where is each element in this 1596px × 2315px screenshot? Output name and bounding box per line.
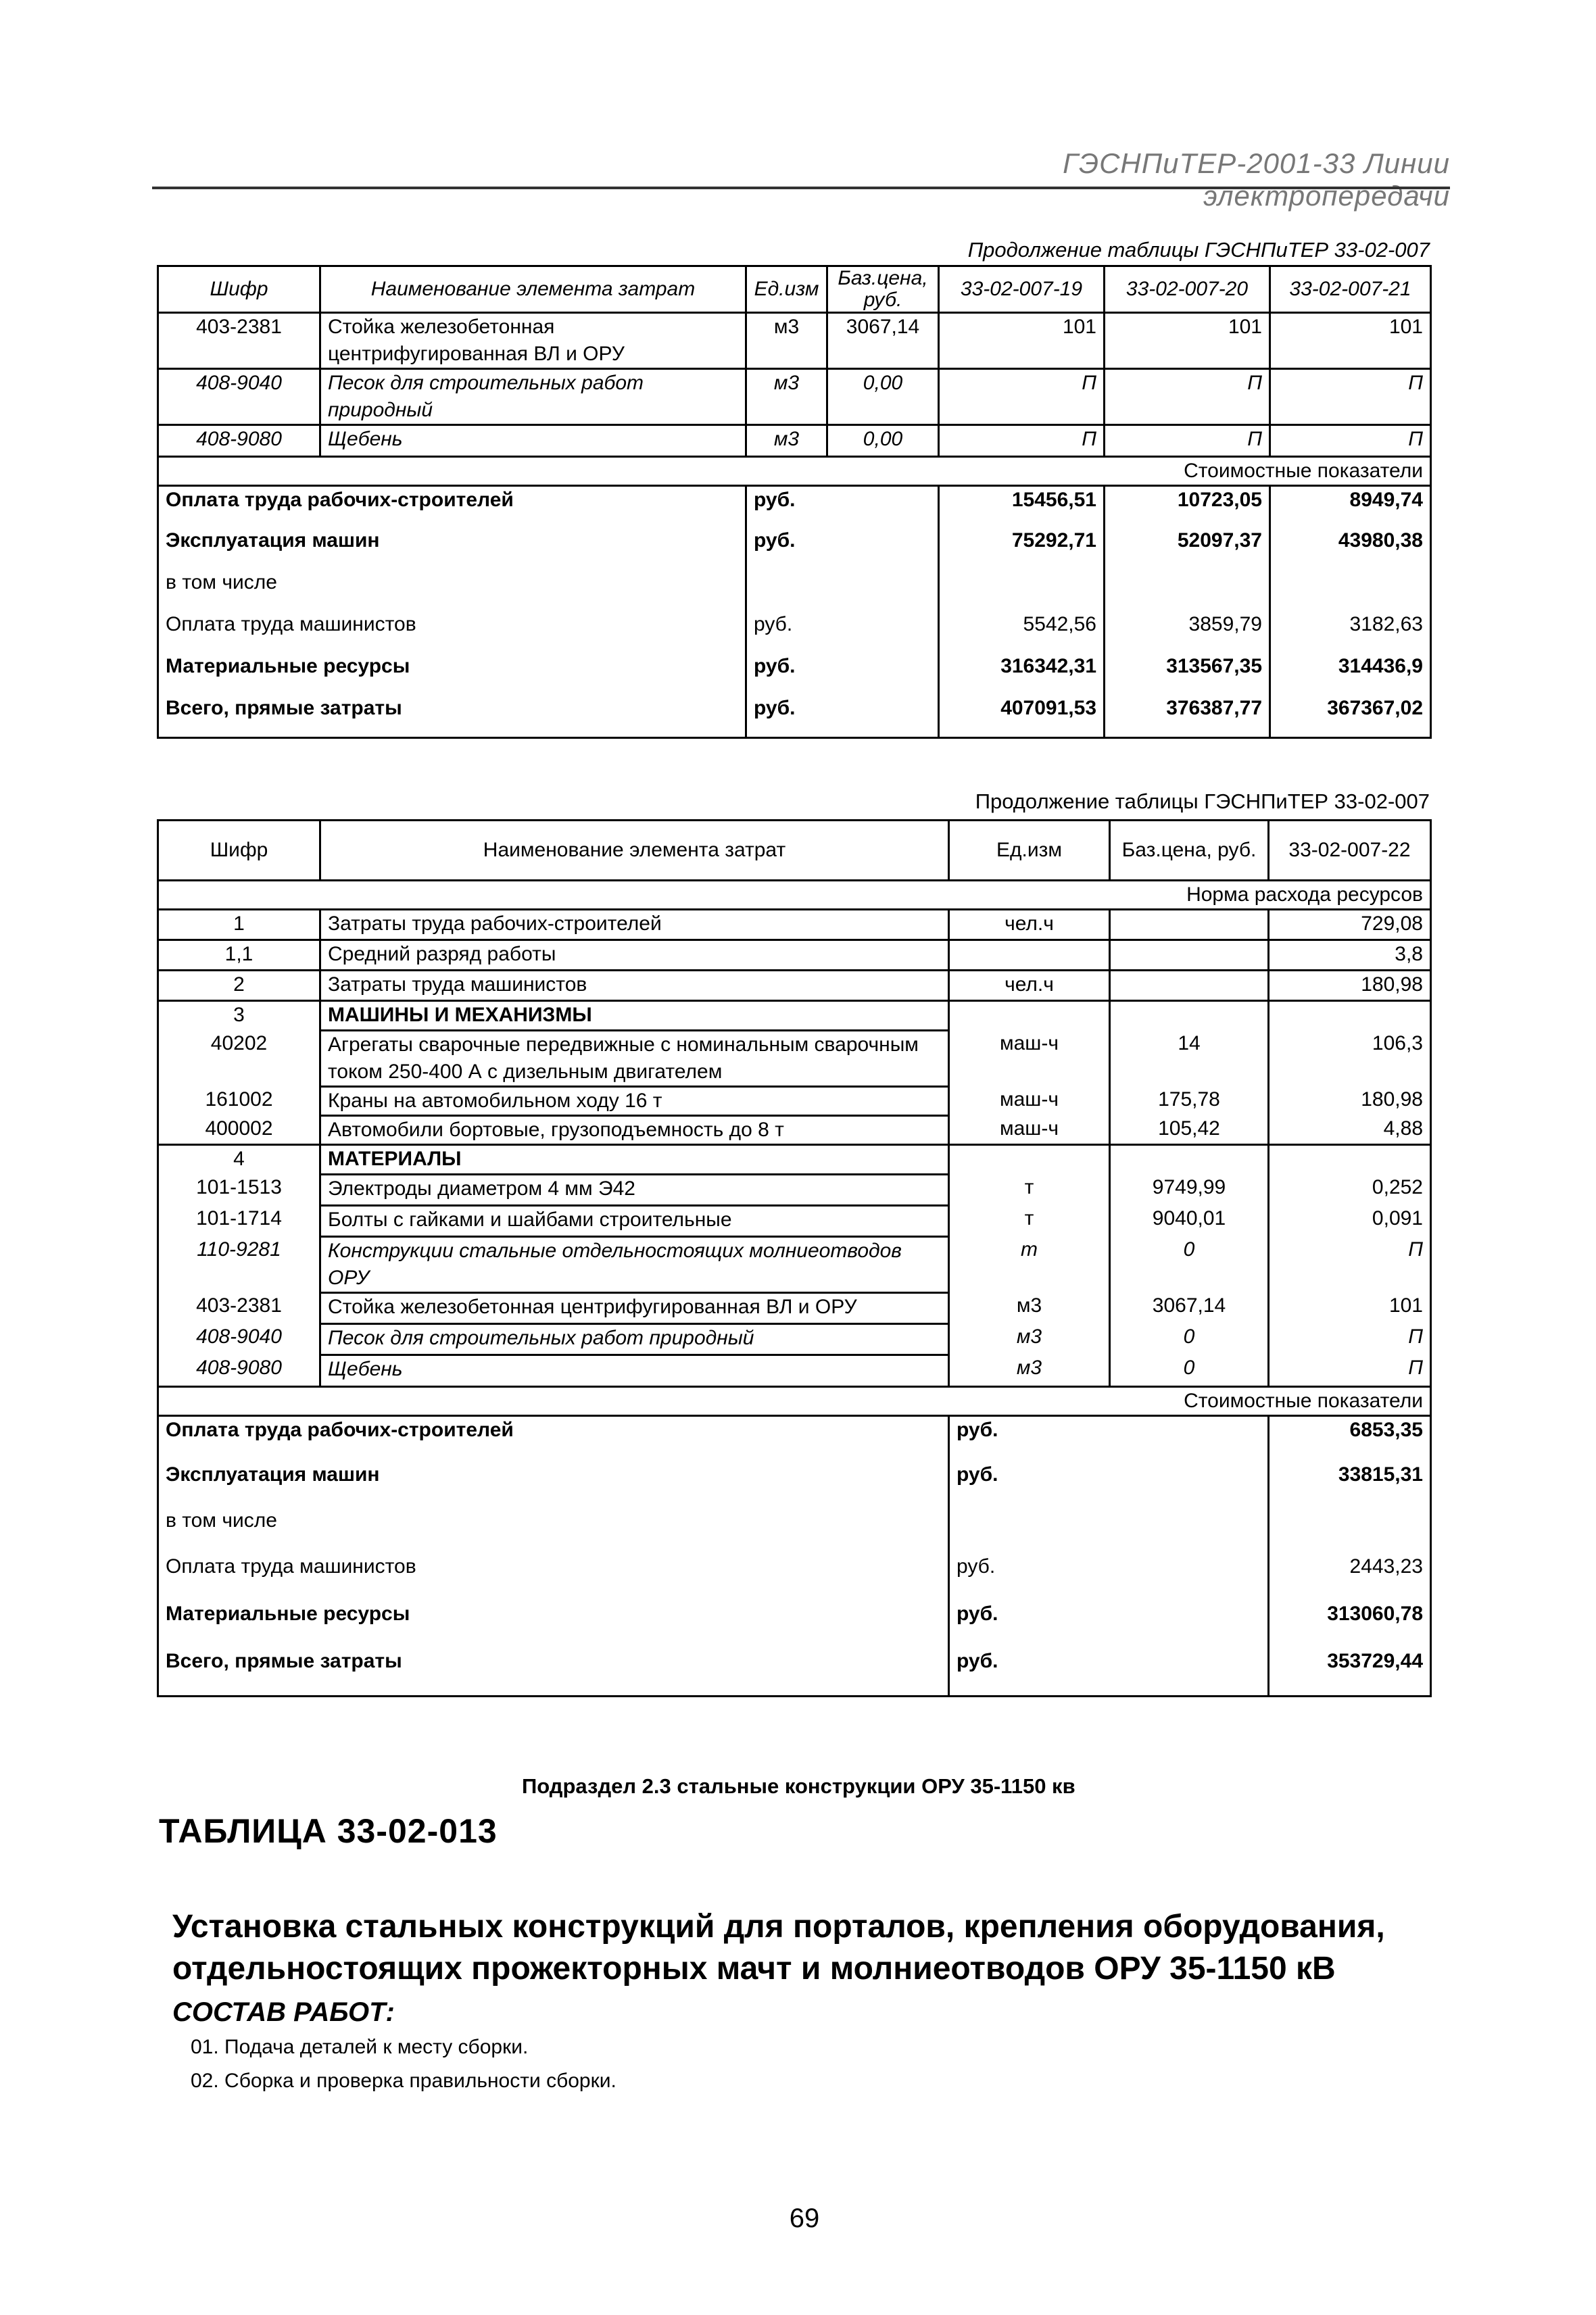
row-price (1110, 910, 1269, 940)
row-name: МАШИНЫ И МЕХАНИЗМЫ (320, 1001, 949, 1031)
table-row (158, 1323, 1431, 1355)
row-unit: м3 (949, 1323, 1110, 1355)
row-value: 101 (1269, 1292, 1431, 1323)
row-price: 0,00 (827, 369, 939, 425)
table-row (158, 910, 1431, 940)
table1-header-code: Шифр (158, 266, 320, 313)
table1-header-price: Баз.цена, руб. (827, 266, 939, 313)
row-name: Щебень (320, 1355, 949, 1387)
row-value: 101 (939, 313, 1105, 369)
row-name: Песок для строительных работ природный (320, 1323, 949, 1355)
row-unit (949, 1145, 1110, 1175)
work-item: 01. Подача деталей к месту сборки. (191, 2036, 529, 2058)
row-name: Щебень (320, 425, 746, 457)
cost-label: Оплата труда машинистов (158, 611, 746, 653)
row-code: 161002 (158, 1086, 320, 1115)
row-value: П (1270, 425, 1431, 457)
row-unit: м3 (746, 369, 827, 425)
table-row (158, 1086, 1431, 1115)
cost-value: 314436,9 (1270, 653, 1431, 695)
cost-row (158, 486, 1431, 528)
table2-header-name: Наименование элемента затрат (320, 821, 949, 881)
row-value: 101 (1105, 313, 1270, 369)
norm-label: Норма расхода ресурсов (158, 881, 1431, 910)
table-row (158, 971, 1431, 1001)
cost-value: 43980,38 (1270, 527, 1431, 569)
row-name: Краны на автомобильном ходу 16 т (320, 1086, 949, 1115)
subsection-title: Подраздел 2.3 стальные конструкции ОРУ 35-1150 кв (522, 1774, 1075, 1798)
table-row (158, 425, 1431, 457)
table-row (158, 1174, 1431, 1205)
row-code: 408-9080 (158, 1355, 320, 1387)
cost-unit: руб. (746, 695, 939, 738)
table-row (158, 1236, 1431, 1292)
table-row (158, 940, 1431, 971)
cost-row (158, 1461, 1431, 1507)
cost-value: 353729,44 (1269, 1648, 1431, 1697)
cost-unit: руб. (949, 1553, 1269, 1601)
table2-header-code: Шифр (158, 821, 320, 881)
cost-value: 33815,31 (1269, 1461, 1431, 1507)
cost-label: в том числе (158, 1507, 949, 1553)
row-price: 0 (1110, 1355, 1269, 1387)
cost-label: Материальные ресурсы (158, 653, 746, 695)
row-code: 3 (158, 1001, 320, 1031)
row-code: 400002 (158, 1115, 320, 1145)
row-value: 106,3 (1269, 1030, 1431, 1086)
row-unit: чел.ч (949, 971, 1110, 1001)
row-name: Затраты труда рабочих-строителей (320, 910, 949, 940)
cost-value: 376387,77 (1105, 695, 1270, 738)
table2-section-row (158, 1387, 1431, 1416)
table-row (158, 1292, 1431, 1323)
cost-value: 3859,79 (1105, 611, 1270, 653)
table2-header-unit: Ед.изм (949, 821, 1110, 881)
row-value: П (939, 425, 1105, 457)
cost-value (939, 569, 1105, 611)
row-name: Затраты труда машинистов (320, 971, 949, 1001)
cost-label: Оплата труда машинистов (158, 1553, 949, 1601)
row-unit: м3 (746, 425, 827, 457)
table1-header-unit: Ед.изм (746, 266, 827, 313)
row-value: П (1105, 425, 1270, 457)
cost-unit (746, 569, 939, 611)
cost-unit: руб. (949, 1416, 1269, 1462)
cost-value: 10723,05 (1105, 486, 1270, 528)
row-price (1110, 971, 1269, 1001)
row-unit: м3 (949, 1292, 1110, 1323)
cost-label: Всего, прямые затраты (158, 695, 746, 738)
row-value: П (1269, 1323, 1431, 1355)
row-value: П (1105, 369, 1270, 425)
table1-caption: Продолжение таблицы ГЭСНПиТЕР 33-02-007 (967, 238, 1430, 262)
table2-caption: Продолжение таблицы ГЭСНПиТЕР 33-02-007 (975, 789, 1430, 813)
cost-unit: руб. (746, 611, 939, 653)
row-unit: т (949, 1174, 1110, 1205)
row-name: Стойка железобетонная центрифугированная ВЛ и ОРУ (320, 313, 746, 369)
table1-header-row (158, 266, 1431, 313)
row-price: 0,00 (827, 425, 939, 457)
cost-label: Всего, прямые затраты (158, 1648, 949, 1697)
table-row (158, 1355, 1431, 1387)
row-unit: т (949, 1236, 1110, 1292)
row-unit: чел.ч (949, 910, 1110, 940)
running-header: ГЭСНПиТЕР-2001-33 Линии электропередачи (1063, 147, 1450, 212)
table-row (158, 1145, 1431, 1175)
row-price: 3067,14 (1110, 1292, 1269, 1323)
row-code: 408-9040 (158, 1323, 320, 1355)
table-row (158, 1001, 1431, 1031)
table1-header-col20: 33-02-007-20 (1105, 266, 1270, 313)
cost-value: 6853,35 (1269, 1416, 1431, 1462)
row-code: 403-2381 (158, 313, 320, 369)
row-value: 0,091 (1269, 1205, 1431, 1236)
row-name: Стойка железобетонная центрифугированная ВЛ и ОРУ (320, 1292, 949, 1323)
row-unit (949, 940, 1110, 971)
table-code: ТАБЛИЦА 33-02-013 (159, 1812, 498, 1850)
row-code: 110-9281 (158, 1236, 320, 1292)
cost-row (158, 527, 1431, 569)
cost-row (158, 569, 1431, 611)
table-row (158, 1205, 1431, 1236)
row-value: П (1270, 369, 1431, 425)
cost-label: Оплата труда рабочих-строителей (158, 486, 746, 528)
row-unit (949, 1001, 1110, 1031)
cost-value: 407091,53 (939, 695, 1105, 738)
cost-value (1270, 569, 1431, 611)
cost-row (158, 1601, 1431, 1648)
row-price: 3067,14 (827, 313, 939, 369)
row-price (1110, 1145, 1269, 1175)
row-unit: м3 (949, 1355, 1110, 1387)
cost-value: 3182,63 (1270, 611, 1431, 653)
row-price (1110, 1001, 1269, 1031)
cost-unit: руб. (746, 653, 939, 695)
table-row (158, 1030, 1431, 1086)
cost-value: 2443,23 (1269, 1553, 1431, 1601)
row-value: П (939, 369, 1105, 425)
row-value (1269, 1001, 1431, 1031)
cost-value: 5542,56 (939, 611, 1105, 653)
table1-section-row (158, 457, 1431, 486)
row-name: Автомобили бортовые, грузоподъемность до 8 т (320, 1115, 949, 1145)
row-name: Средний разряд работы (320, 940, 949, 971)
row-unit: т (949, 1205, 1110, 1236)
cost-label: в том числе (158, 569, 746, 611)
row-code: 408-9040 (158, 369, 320, 425)
table1-header-col19: 33-02-007-19 (939, 266, 1105, 313)
table1-header-name: Наименование элемента затрат (320, 266, 746, 313)
row-name: Конструкции стальные отдельностоящих молниеотводов ОРУ (320, 1236, 949, 1292)
row-name: Агрегаты сварочные передвижные с номинальным сварочным током 250-400 А с дизельным двигателем (320, 1030, 949, 1086)
row-name: Песок для строительных работ природный (320, 369, 746, 425)
table1 (157, 265, 1432, 739)
row-code: 1 (158, 910, 320, 940)
cost-value: 313567,35 (1105, 653, 1270, 695)
table2-norm-row (158, 881, 1431, 910)
row-price: 9040,01 (1110, 1205, 1269, 1236)
row-price: 9749,99 (1110, 1174, 1269, 1205)
cost-value: 316342,31 (939, 653, 1105, 695)
cost-label: Эксплуатация машин (158, 527, 746, 569)
work-item: 02. Сборка и проверка правильности сборки. (191, 2070, 616, 2092)
row-code: 4 (158, 1145, 320, 1175)
row-name: МАТЕРИАЛЫ (320, 1145, 949, 1175)
cost-value: 75292,71 (939, 527, 1105, 569)
row-value: 180,98 (1269, 1086, 1431, 1115)
row-price: 105,42 (1110, 1115, 1269, 1145)
cost-row (158, 1648, 1431, 1697)
row-value: 180,98 (1269, 971, 1431, 1001)
row-code: 403-2381 (158, 1292, 320, 1323)
cost-label: Оплата труда рабочих-строителей (158, 1416, 949, 1462)
row-unit: маш-ч (949, 1030, 1110, 1086)
row-code: 101-1714 (158, 1205, 320, 1236)
row-value: П (1269, 1355, 1431, 1387)
cost-value: 15456,51 (939, 486, 1105, 528)
row-unit: м3 (746, 313, 827, 369)
section-title: Установка стальных конструкций для порталов, крепления оборудования, отдельностоящих прожекторных мачт и молниеотводов ОРУ 35-1150 кВ (172, 1909, 1385, 1987)
row-code: 1,1 (158, 940, 320, 971)
cost-row (158, 1416, 1431, 1462)
row-value: 0,252 (1269, 1174, 1431, 1205)
section-label: Стоимостные показатели (158, 1387, 1431, 1416)
table2 (157, 819, 1432, 1697)
cost-unit: руб. (949, 1648, 1269, 1697)
cost-label: Материальные ресурсы (158, 1601, 949, 1648)
table-row (158, 369, 1431, 425)
row-unit: маш-ч (949, 1086, 1110, 1115)
cost-unit: руб. (746, 486, 939, 528)
row-code: 101-1513 (158, 1174, 320, 1205)
cost-value (1105, 569, 1270, 611)
cost-row (158, 1553, 1431, 1601)
row-value: 729,08 (1269, 910, 1431, 940)
table2-header-row (158, 821, 1431, 881)
page-number: 69 (789, 2203, 820, 2233)
row-price: 175,78 (1110, 1086, 1269, 1115)
row-code: 408-9080 (158, 425, 320, 457)
table2-header-col22: 33-02-007-22 (1269, 821, 1431, 881)
table2-header-price: Баз.цена, руб. (1110, 821, 1269, 881)
table1-header-col21: 33-02-007-21 (1270, 266, 1431, 313)
cost-row (158, 611, 1431, 653)
cost-unit: руб. (949, 1461, 1269, 1507)
row-price (1110, 940, 1269, 971)
cost-unit: руб. (949, 1601, 1269, 1648)
cost-label: Эксплуатация машин (158, 1461, 949, 1507)
cost-value: 313060,78 (1269, 1601, 1431, 1648)
row-price: 0 (1110, 1323, 1269, 1355)
row-price: 0 (1110, 1236, 1269, 1292)
row-name: Электроды диаметром 4 мм Э42 (320, 1174, 949, 1205)
row-code: 2 (158, 971, 320, 1001)
cost-value: 8949,74 (1270, 486, 1431, 528)
row-value (1269, 1145, 1431, 1175)
cost-unit: руб. (746, 527, 939, 569)
row-code: 40202 (158, 1030, 320, 1086)
row-name: Болты с гайками и шайбами строительные (320, 1205, 949, 1236)
cost-row (158, 695, 1431, 738)
header-rule (152, 187, 1450, 189)
row-unit: маш-ч (949, 1115, 1110, 1145)
cost-row (158, 1507, 1431, 1553)
section-label: Стоимостные показатели (158, 457, 1431, 486)
cost-value: 52097,37 (1105, 527, 1270, 569)
row-value: 3,8 (1269, 940, 1431, 971)
row-value: П (1269, 1236, 1431, 1292)
cost-value: 367367,02 (1270, 695, 1431, 738)
cost-row (158, 653, 1431, 695)
table-row (158, 1115, 1431, 1145)
work-composition-heading: СОСТАВ РАБОТ: (172, 1997, 395, 2027)
row-price: 14 (1110, 1030, 1269, 1086)
row-value: 4,88 (1269, 1115, 1431, 1145)
cost-value (1269, 1507, 1431, 1553)
row-value: 101 (1270, 313, 1431, 369)
table-row (158, 313, 1431, 369)
cost-unit (949, 1507, 1269, 1553)
